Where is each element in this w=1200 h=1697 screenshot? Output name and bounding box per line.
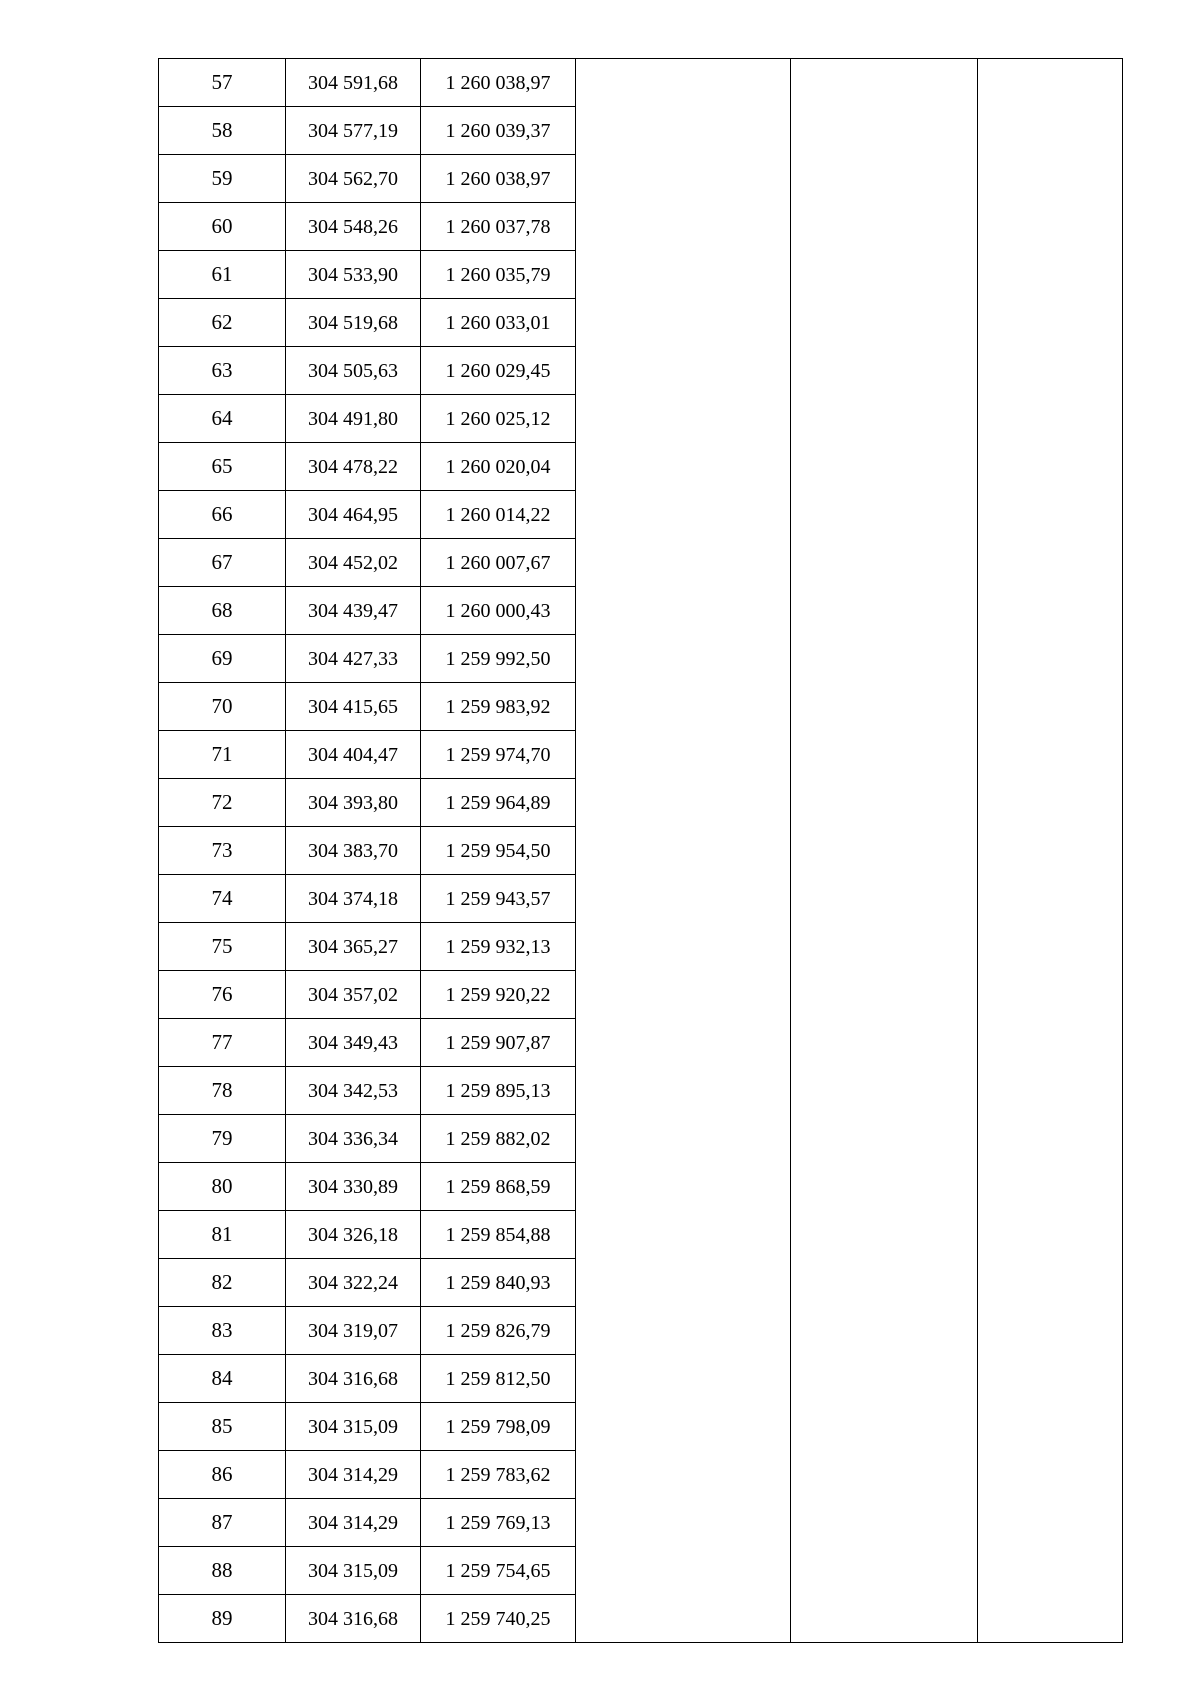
table-row: [159, 635, 1123, 683]
empty-cell: [978, 107, 1123, 155]
table-row: [159, 443, 1123, 491]
empty-cell: [576, 347, 791, 395]
empty-cell: [791, 203, 978, 251]
y-coordinate-cell: 1 260 000,43: [421, 587, 576, 635]
empty-cell: [576, 779, 791, 827]
coordinates-table: [158, 58, 1123, 1643]
x-coordinate-cell: 304 314,29: [286, 1499, 421, 1547]
empty-cell: [791, 587, 978, 635]
empty-cell: [576, 1211, 791, 1259]
table-row: [159, 1115, 1123, 1163]
empty-cell: [791, 731, 978, 779]
point-number-cell: 80: [159, 1163, 286, 1211]
point-number-cell: 74: [159, 875, 286, 923]
x-coordinate-cell: 304 415,65: [286, 683, 421, 731]
empty-cell: [791, 683, 978, 731]
table-row: [159, 923, 1123, 971]
table-row: [159, 1259, 1123, 1307]
x-coordinate-cell: 304 478,22: [286, 443, 421, 491]
empty-cell: [791, 1451, 978, 1499]
x-coordinate-cell: 304 577,19: [286, 107, 421, 155]
empty-cell: [978, 443, 1123, 491]
x-coordinate-cell: 304 316,68: [286, 1595, 421, 1643]
empty-cell: [978, 827, 1123, 875]
empty-cell: [978, 155, 1123, 203]
table-row: [159, 347, 1123, 395]
empty-cell: [791, 1019, 978, 1067]
empty-cell: [791, 299, 978, 347]
x-coordinate-cell: 304 326,18: [286, 1211, 421, 1259]
point-number-cell: 69: [159, 635, 286, 683]
empty-cell: [791, 155, 978, 203]
table-body: [159, 59, 1123, 1643]
empty-cell: [978, 491, 1123, 539]
empty-cell: [576, 1259, 791, 1307]
empty-cell: [978, 395, 1123, 443]
table-row: [159, 59, 1123, 107]
y-coordinate-cell: 1 259 954,50: [421, 827, 576, 875]
table-row: [159, 1403, 1123, 1451]
empty-cell: [576, 923, 791, 971]
x-coordinate-cell: 304 314,29: [286, 1451, 421, 1499]
x-coordinate-cell: 304 505,63: [286, 347, 421, 395]
empty-cell: [791, 923, 978, 971]
empty-cell: [978, 587, 1123, 635]
point-number-cell: 70: [159, 683, 286, 731]
empty-cell: [576, 1403, 791, 1451]
empty-cell: [791, 395, 978, 443]
x-coordinate-cell: 304 439,47: [286, 587, 421, 635]
x-coordinate-cell: 304 322,24: [286, 1259, 421, 1307]
table-row: [159, 1307, 1123, 1355]
empty-cell: [791, 971, 978, 1019]
table-row: [159, 1211, 1123, 1259]
y-coordinate-cell: 1 260 038,97: [421, 59, 576, 107]
table-row: [159, 1067, 1123, 1115]
point-number-cell: 65: [159, 443, 286, 491]
table-row: [159, 1595, 1123, 1643]
empty-cell: [576, 875, 791, 923]
point-number-cell: 78: [159, 1067, 286, 1115]
empty-cell: [791, 1499, 978, 1547]
empty-cell: [978, 683, 1123, 731]
point-number-cell: 60: [159, 203, 286, 251]
empty-cell: [978, 1019, 1123, 1067]
y-coordinate-cell: 1 259 992,50: [421, 635, 576, 683]
empty-cell: [576, 1019, 791, 1067]
empty-cell: [791, 1259, 978, 1307]
empty-cell: [576, 1595, 791, 1643]
empty-cell: [576, 1355, 791, 1403]
empty-cell: [791, 875, 978, 923]
table-row: [159, 683, 1123, 731]
y-coordinate-cell: 1 259 840,93: [421, 1259, 576, 1307]
y-coordinate-cell: 1 259 868,59: [421, 1163, 576, 1211]
empty-cell: [791, 827, 978, 875]
table-row: [159, 875, 1123, 923]
x-coordinate-cell: 304 365,27: [286, 923, 421, 971]
table-row: [159, 299, 1123, 347]
y-coordinate-cell: 1 259 798,09: [421, 1403, 576, 1451]
y-coordinate-cell: 1 259 812,50: [421, 1355, 576, 1403]
empty-cell: [576, 1451, 791, 1499]
x-coordinate-cell: 304 349,43: [286, 1019, 421, 1067]
empty-cell: [978, 1163, 1123, 1211]
y-coordinate-cell: 1 259 964,89: [421, 779, 576, 827]
y-coordinate-cell: 1 259 974,70: [421, 731, 576, 779]
empty-cell: [576, 683, 791, 731]
point-number-cell: 64: [159, 395, 286, 443]
point-number-cell: 75: [159, 923, 286, 971]
y-coordinate-cell: 1 260 038,97: [421, 155, 576, 203]
table-row: [159, 827, 1123, 875]
x-coordinate-cell: 304 383,70: [286, 827, 421, 875]
y-coordinate-cell: 1 259 907,87: [421, 1019, 576, 1067]
table-row: [159, 1355, 1123, 1403]
table-row: [159, 1019, 1123, 1067]
empty-cell: [791, 635, 978, 683]
x-coordinate-cell: 304 464,95: [286, 491, 421, 539]
empty-cell: [576, 1499, 791, 1547]
empty-cell: [791, 59, 978, 107]
empty-cell: [978, 1259, 1123, 1307]
empty-cell: [978, 299, 1123, 347]
x-coordinate-cell: 304 316,68: [286, 1355, 421, 1403]
point-number-cell: 76: [159, 971, 286, 1019]
x-coordinate-cell: 304 533,90: [286, 251, 421, 299]
x-coordinate-cell: 304 562,70: [286, 155, 421, 203]
empty-cell: [791, 539, 978, 587]
x-coordinate-cell: 304 357,02: [286, 971, 421, 1019]
y-coordinate-cell: 1 259 983,92: [421, 683, 576, 731]
point-number-cell: 71: [159, 731, 286, 779]
y-coordinate-cell: 1 259 783,62: [421, 1451, 576, 1499]
empty-cell: [978, 1115, 1123, 1163]
empty-cell: [791, 347, 978, 395]
point-number-cell: 82: [159, 1259, 286, 1307]
point-number-cell: 59: [159, 155, 286, 203]
empty-cell: [978, 1451, 1123, 1499]
empty-cell: [791, 1163, 978, 1211]
empty-cell: [978, 635, 1123, 683]
empty-cell: [978, 971, 1123, 1019]
empty-cell: [576, 1163, 791, 1211]
empty-cell: [978, 539, 1123, 587]
point-number-cell: 84: [159, 1355, 286, 1403]
y-coordinate-cell: 1 259 769,13: [421, 1499, 576, 1547]
table-row: [159, 155, 1123, 203]
empty-cell: [576, 203, 791, 251]
point-number-cell: 89: [159, 1595, 286, 1643]
y-coordinate-cell: 1 259 943,57: [421, 875, 576, 923]
empty-cell: [978, 1211, 1123, 1259]
x-coordinate-cell: 304 319,07: [286, 1307, 421, 1355]
empty-cell: [978, 347, 1123, 395]
point-number-cell: 83: [159, 1307, 286, 1355]
y-coordinate-cell: 1 260 025,12: [421, 395, 576, 443]
empty-cell: [978, 1067, 1123, 1115]
empty-cell: [791, 779, 978, 827]
x-coordinate-cell: 304 315,09: [286, 1547, 421, 1595]
empty-cell: [978, 59, 1123, 107]
empty-cell: [576, 443, 791, 491]
point-number-cell: 85: [159, 1403, 286, 1451]
point-number-cell: 67: [159, 539, 286, 587]
empty-cell: [978, 779, 1123, 827]
y-coordinate-cell: 1 259 740,25: [421, 1595, 576, 1643]
empty-cell: [576, 59, 791, 107]
empty-cell: [978, 1547, 1123, 1595]
empty-cell: [576, 971, 791, 1019]
empty-cell: [576, 635, 791, 683]
x-coordinate-cell: 304 330,89: [286, 1163, 421, 1211]
y-coordinate-cell: 1 259 920,22: [421, 971, 576, 1019]
empty-cell: [978, 203, 1123, 251]
table-row: [159, 1499, 1123, 1547]
table-row: [159, 395, 1123, 443]
empty-cell: [791, 443, 978, 491]
point-number-cell: 62: [159, 299, 286, 347]
empty-cell: [576, 539, 791, 587]
x-coordinate-cell: 304 374,18: [286, 875, 421, 923]
empty-cell: [576, 587, 791, 635]
x-coordinate-cell: 304 315,09: [286, 1403, 421, 1451]
table-row: [159, 779, 1123, 827]
y-coordinate-cell: 1 260 020,04: [421, 443, 576, 491]
point-number-cell: 63: [159, 347, 286, 395]
point-number-cell: 61: [159, 251, 286, 299]
empty-cell: [978, 1307, 1123, 1355]
x-coordinate-cell: 304 452,02: [286, 539, 421, 587]
empty-cell: [791, 1403, 978, 1451]
empty-cell: [791, 1067, 978, 1115]
point-number-cell: 58: [159, 107, 286, 155]
y-coordinate-cell: 1 260 035,79: [421, 251, 576, 299]
empty-cell: [576, 155, 791, 203]
x-coordinate-cell: 304 336,34: [286, 1115, 421, 1163]
point-number-cell: 57: [159, 59, 286, 107]
empty-cell: [576, 1547, 791, 1595]
y-coordinate-cell: 1 260 033,01: [421, 299, 576, 347]
empty-cell: [576, 107, 791, 155]
empty-cell: [791, 1307, 978, 1355]
y-coordinate-cell: 1 260 039,37: [421, 107, 576, 155]
empty-cell: [576, 731, 791, 779]
empty-cell: [576, 1067, 791, 1115]
empty-cell: [791, 1355, 978, 1403]
point-number-cell: 88: [159, 1547, 286, 1595]
point-number-cell: 68: [159, 587, 286, 635]
x-coordinate-cell: 304 519,68: [286, 299, 421, 347]
empty-cell: [576, 827, 791, 875]
empty-cell: [978, 251, 1123, 299]
empty-cell: [576, 1307, 791, 1355]
empty-cell: [576, 299, 791, 347]
table-row: [159, 107, 1123, 155]
empty-cell: [791, 1547, 978, 1595]
table-row: [159, 491, 1123, 539]
table-row: [159, 539, 1123, 587]
x-coordinate-cell: 304 393,80: [286, 779, 421, 827]
empty-cell: [791, 491, 978, 539]
table-row: [159, 251, 1123, 299]
table-row: [159, 731, 1123, 779]
y-coordinate-cell: 1 259 826,79: [421, 1307, 576, 1355]
empty-cell: [791, 1211, 978, 1259]
y-coordinate-cell: 1 259 754,65: [421, 1547, 576, 1595]
empty-cell: [978, 731, 1123, 779]
y-coordinate-cell: 1 259 882,02: [421, 1115, 576, 1163]
table-row: [159, 971, 1123, 1019]
y-coordinate-cell: 1 260 014,22: [421, 491, 576, 539]
table-row: [159, 203, 1123, 251]
empty-cell: [576, 1115, 791, 1163]
empty-cell: [978, 1403, 1123, 1451]
empty-cell: [791, 251, 978, 299]
point-number-cell: 66: [159, 491, 286, 539]
x-coordinate-cell: 304 548,26: [286, 203, 421, 251]
y-coordinate-cell: 1 260 029,45: [421, 347, 576, 395]
y-coordinate-cell: 1 259 932,13: [421, 923, 576, 971]
point-number-cell: 81: [159, 1211, 286, 1259]
point-number-cell: 73: [159, 827, 286, 875]
point-number-cell: 87: [159, 1499, 286, 1547]
empty-cell: [791, 1115, 978, 1163]
point-number-cell: 86: [159, 1451, 286, 1499]
y-coordinate-cell: 1 259 895,13: [421, 1067, 576, 1115]
point-number-cell: 72: [159, 779, 286, 827]
empty-cell: [978, 1595, 1123, 1643]
table-row: [159, 1163, 1123, 1211]
table-row: [159, 1547, 1123, 1595]
y-coordinate-cell: 1 259 854,88: [421, 1211, 576, 1259]
empty-cell: [978, 923, 1123, 971]
empty-cell: [576, 395, 791, 443]
y-coordinate-cell: 1 260 007,67: [421, 539, 576, 587]
empty-cell: [791, 107, 978, 155]
table-row: [159, 1451, 1123, 1499]
empty-cell: [978, 1499, 1123, 1547]
empty-cell: [576, 491, 791, 539]
empty-cell: [978, 875, 1123, 923]
point-number-cell: 77: [159, 1019, 286, 1067]
point-number-cell: 79: [159, 1115, 286, 1163]
x-coordinate-cell: 304 427,33: [286, 635, 421, 683]
table-row: [159, 587, 1123, 635]
empty-cell: [791, 1595, 978, 1643]
empty-cell: [978, 1355, 1123, 1403]
empty-cell: [576, 251, 791, 299]
y-coordinate-cell: 1 260 037,78: [421, 203, 576, 251]
x-coordinate-cell: 304 342,53: [286, 1067, 421, 1115]
x-coordinate-cell: 304 404,47: [286, 731, 421, 779]
x-coordinate-cell: 304 491,80: [286, 395, 421, 443]
x-coordinate-cell: 304 591,68: [286, 59, 421, 107]
